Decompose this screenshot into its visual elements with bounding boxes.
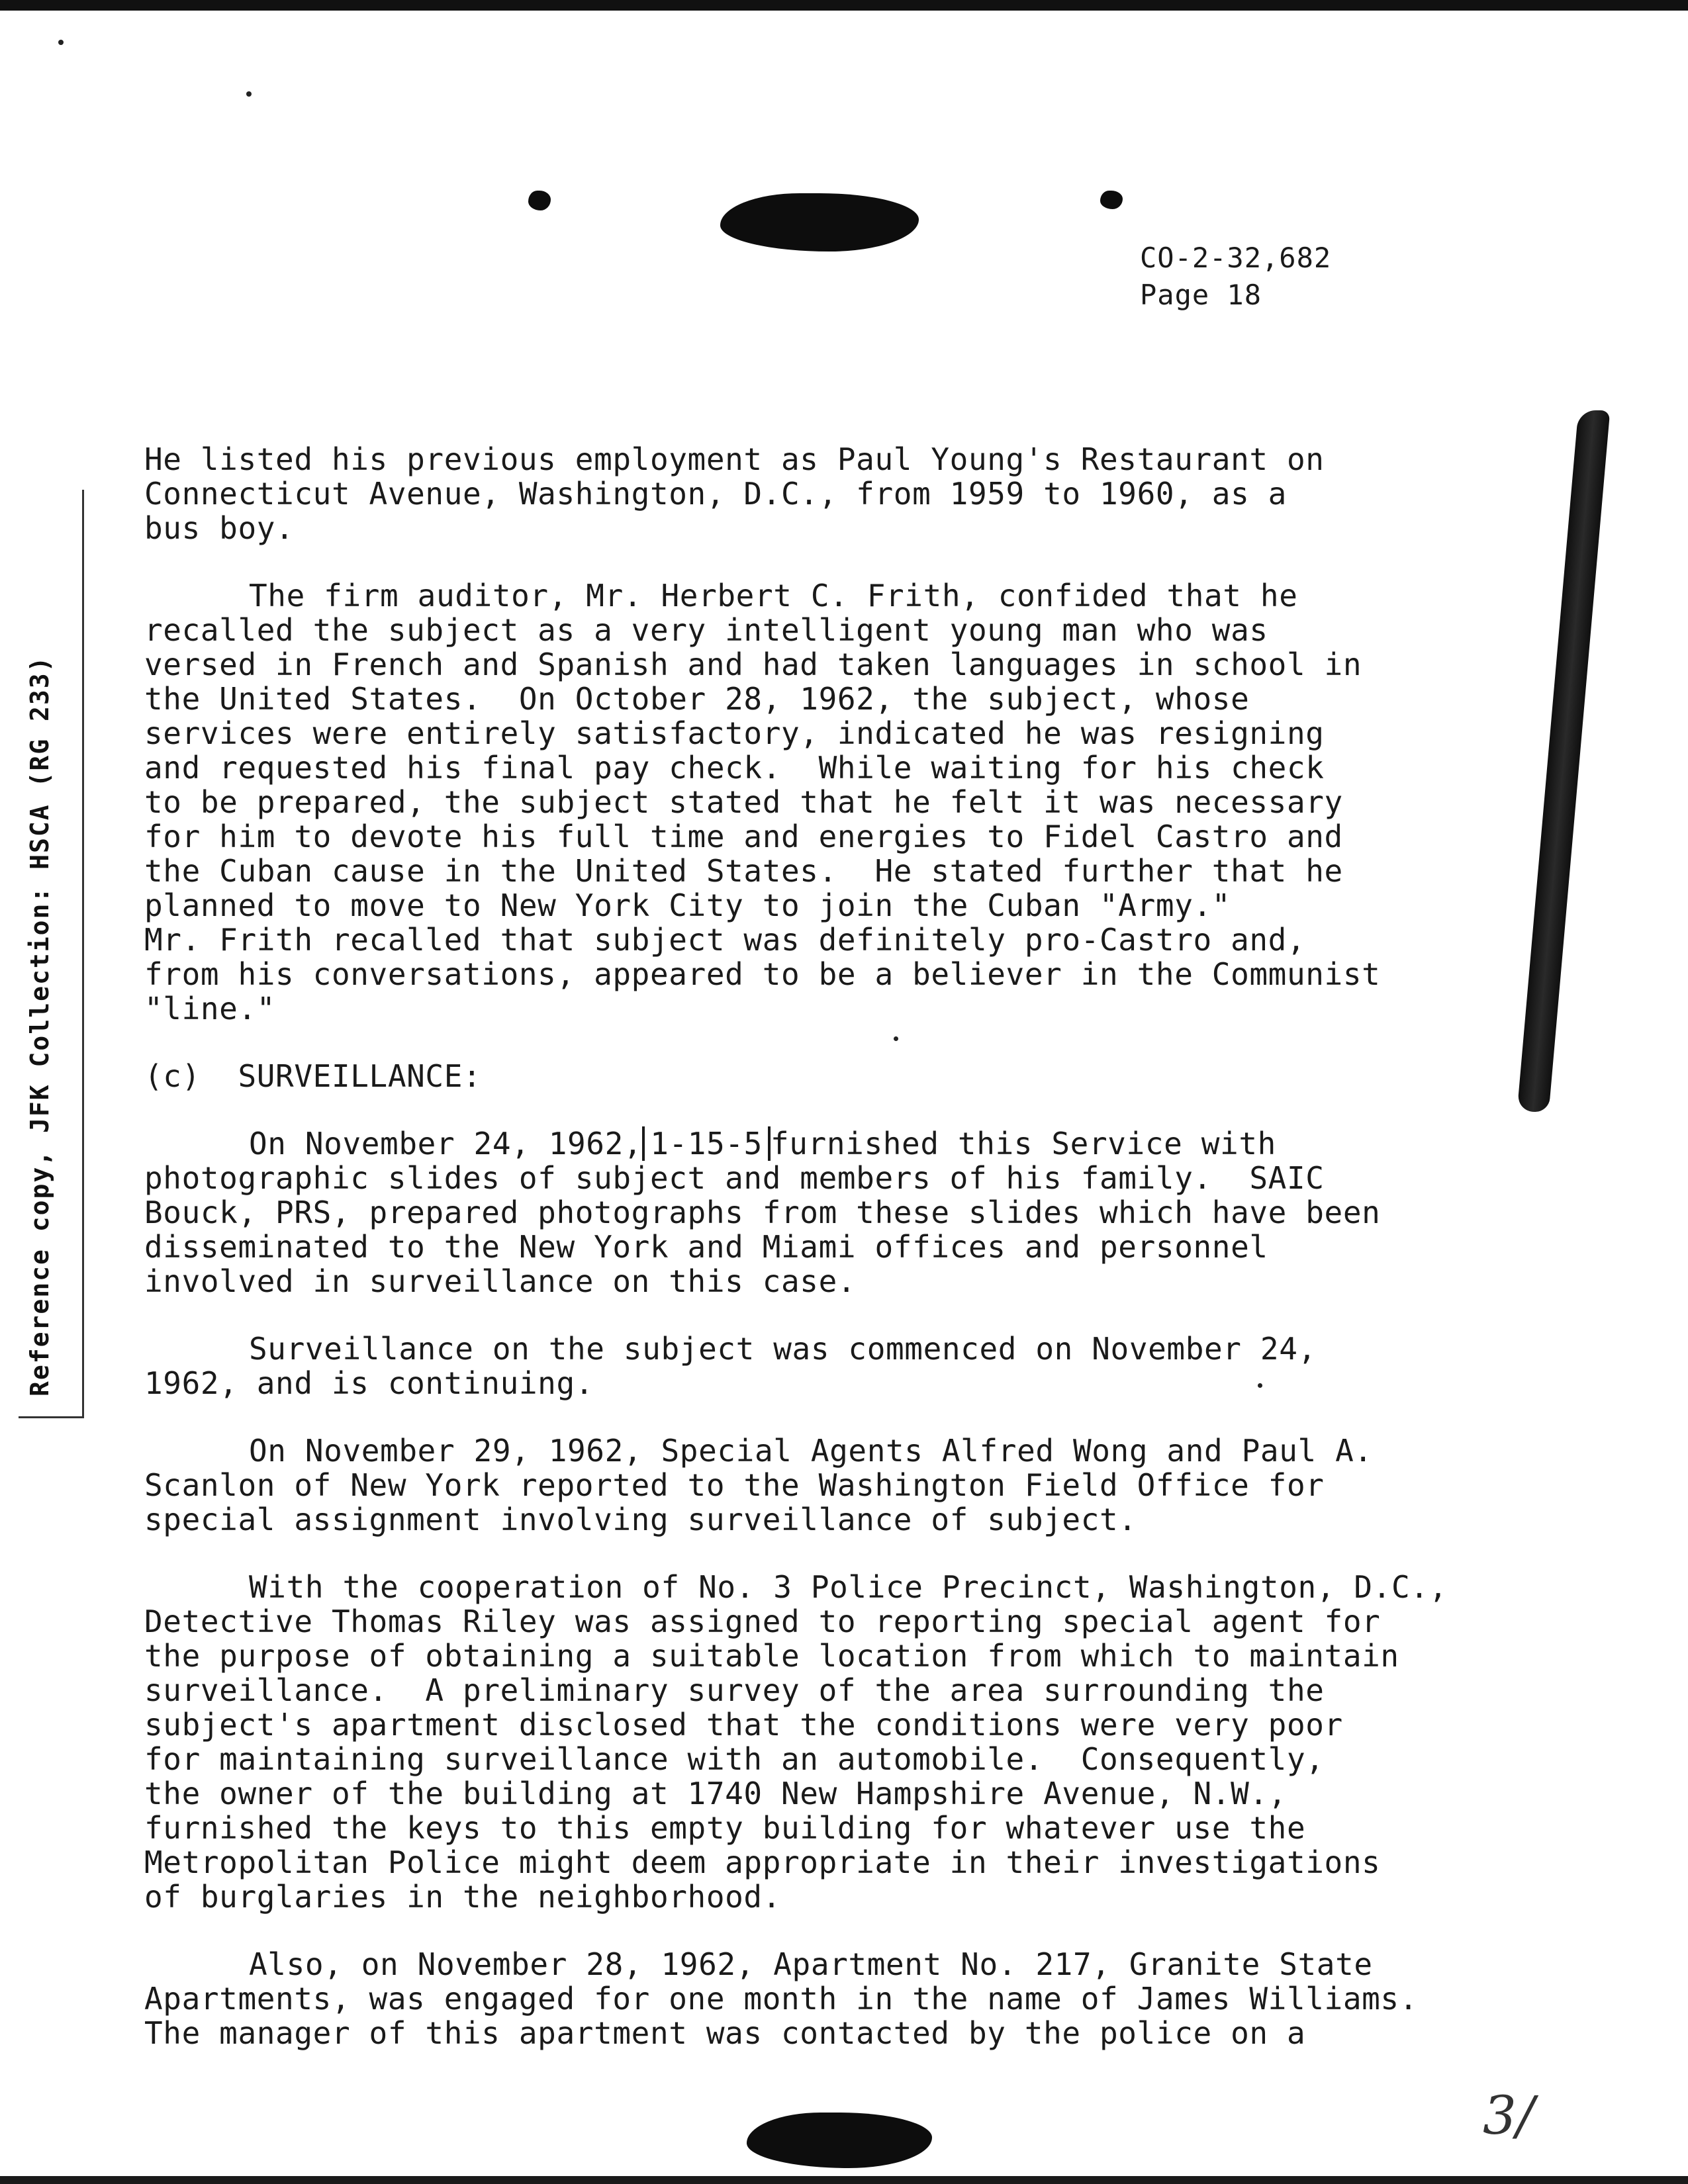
text-line: Also, on November 28, 1962, Apartment No. 217, Granite State: [249, 1946, 1373, 1982]
text-line: Mr. Frith recalled that subject was definitely pro-Castro and,: [144, 922, 1306, 958]
handwritten-page-mark: 3/: [1483, 2085, 1534, 2146]
text-line: "line.": [144, 991, 276, 1026]
text-line: the United States. On October 28, 1962, the subject, whose: [144, 681, 1250, 717]
top-scan-edge: [0, 0, 1688, 11]
text-line: The firm auditor, Mr. Herbert C. Frith, confided that he: [249, 578, 1298, 614]
collection-stamp: Reference copy, JFK Collection: HSCA (RG 233): [25, 655, 54, 1396]
text-line: Scanlon of New York reported to the Washington Field Office for: [144, 1467, 1325, 1503]
bracketed-source-number: 1-15-5: [642, 1126, 771, 1161]
top-redaction: [720, 193, 919, 251]
text-line: Detective Thomas Riley was assigned to reporting special agent for: [144, 1604, 1381, 1639]
file-number: CO-2-32,682: [1140, 242, 1332, 274]
text-line: subject's apartment disclosed that the conditions were very poor: [144, 1707, 1343, 1743]
text-line: With the cooperation of No. 3 Police Precinct, Washington, D.C.,: [249, 1569, 1448, 1605]
paragraph-apartment: [144, 1947, 1587, 2050]
text-line: furnished the keys to this empty building for whatever use the: [144, 1810, 1306, 1846]
text-line: planned to move to New York City to join the Cuban "Army.": [144, 887, 1231, 923]
text-line: recalled the subject as a very intelligent young man who was: [144, 612, 1268, 648]
text-line: furnished this Service with: [770, 1126, 1276, 1161]
document-body: [144, 442, 1587, 2083]
text-line: Surveillance on the subject was commenced on November 24,: [249, 1331, 1317, 1367]
text-line: special assignment involving surveillance of subject.: [144, 1502, 1137, 1537]
text-line: involved in surveillance on this case.: [144, 1263, 857, 1299]
paragraph-employment: [144, 442, 1587, 545]
page-number: Page 18: [1140, 279, 1262, 311]
text-line: He listed his previous employment as Paul Young's Restaurant on: [144, 441, 1325, 477]
text-line: The manager of this apartment was contacted by the police on a: [144, 2015, 1306, 2051]
paragraph-auditor: [144, 578, 1587, 1026]
speck: [246, 91, 252, 97]
text-line: surveillance. A preliminary survey of the area surrounding the: [144, 1672, 1325, 1708]
document-header: [1140, 240, 1331, 314]
text-line: the purpose of obtaining a suitable location from which to maintain: [144, 1638, 1399, 1674]
text-line: Apartments, was engaged for one month in the name of James Williams.: [144, 1981, 1419, 2017]
top-right-mark: [1100, 191, 1123, 209]
text-line: On November 29, 1962, Special Agents Alfred Wong and Paul A.: [249, 1433, 1373, 1469]
text-line: of burglaries in the neighborhood.: [144, 1879, 782, 1915]
text-line: from his conversations, appeared to be a believer in the Communist: [144, 956, 1381, 992]
text-line: for maintaining surveillance with an automobile. Consequently,: [144, 1741, 1325, 1777]
text-line: for him to devote his full time and energies to Fidel Castro and: [144, 819, 1343, 854]
text-line: services were entirely satisfactory, indicated he was resigning: [144, 715, 1325, 751]
speck: [58, 40, 64, 45]
text-line: Connecticut Avenue, Washington, D.C., from 1959 to 1960, as a: [144, 476, 1287, 512]
paragraph-special-agents: [144, 1433, 1587, 1537]
text-line: photographic slides of subject and members of his family. SAIC: [144, 1160, 1325, 1196]
text-line: 1962, and is continuing.: [144, 1365, 594, 1401]
text-line: Metropolitan Police might deem appropriate in their investigations: [144, 1844, 1381, 1880]
top-left-mark: [528, 191, 551, 210]
bottom-scan-edge: [0, 2176, 1688, 2184]
text-line: the Cuban cause in the United States. He stated further that he: [144, 853, 1343, 889]
text-line: disseminated to the New York and Miami offices and personnel: [144, 1229, 1268, 1265]
section-heading-surveillance: (c) SURVEILLANCE:: [144, 1058, 482, 1094]
text-line: versed in French and Spanish and had taken languages in school in: [144, 647, 1362, 682]
paragraph-commenced: [144, 1332, 1587, 1400]
text-line: bus boy.: [144, 510, 295, 546]
text-line: and requested his final pay check. While waiting for his check: [144, 750, 1325, 786]
text-line: to be prepared, the subject stated that he felt it was necessary: [144, 784, 1343, 820]
text-line: Bouck, PRS, prepared photographs from these slides which have been: [144, 1195, 1381, 1230]
paragraph-slides: [144, 1126, 1587, 1298]
text-line: On November 24, 1962,: [249, 1126, 643, 1161]
text-line: the owner of the building at 1740 New Hampshire Avenue, N.W.,: [144, 1776, 1287, 1811]
bottom-redaction: [747, 2113, 932, 2168]
paragraph-police-cooperation: [144, 1570, 1587, 1914]
